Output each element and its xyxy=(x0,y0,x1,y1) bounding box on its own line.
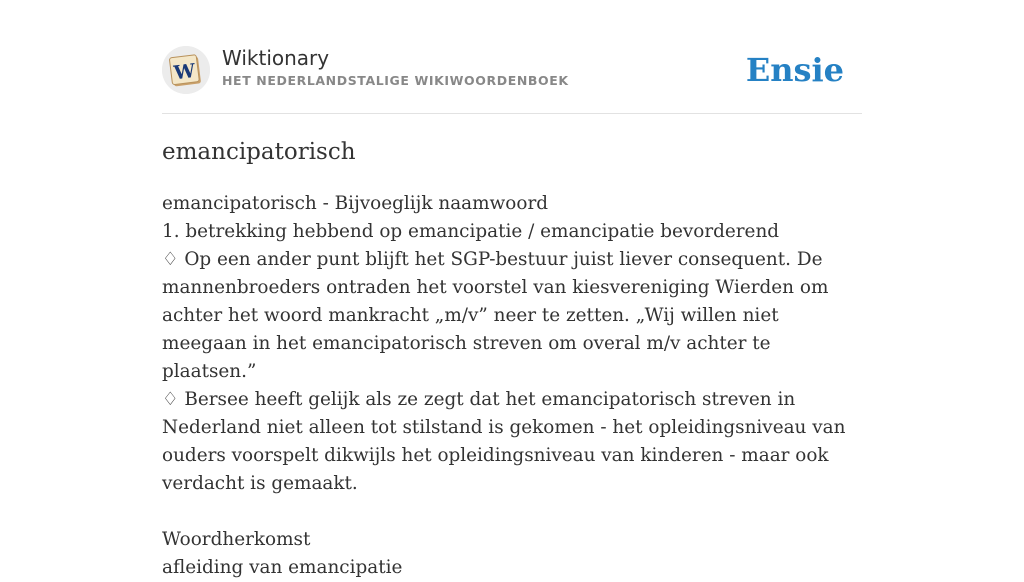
svg-text:W: W xyxy=(172,59,197,85)
part-of-speech-line: emancipatorisch - Bijvoeglijk naamwoord xyxy=(162,193,549,214)
definition: 1. betrekking hebbend op emancipatie / emancipatie bevorderend xyxy=(162,221,780,242)
example-sentence: ♢ Bersee heeft gelijk als ze zegt dat het emancipatorisch streven in Nederland niet alleen tot stilstand is gekomen - het opleidingsniveau van ouders voorspelt dikwijls het opleidingsniveau van kinderen - maar ook verdacht is gemaakt. xyxy=(162,389,846,494)
example-sentence: ♢ Op een ander punt blijft het SGP-bestuur juist liever consequent. De mannenbroeders ontraden het voorstel van kiesvereniging Wierden om achter het woord mankracht „m/v” neer te zetten. „Wij willen niet meegaan in het emancipatorisch streven om overal m/v achter te plaatsen.” xyxy=(162,249,829,382)
site-subtitle: HET NEDERLANDSTALIGE WIKIWOORDENBOEK xyxy=(222,73,569,88)
etymology-text: afleiding van emancipatie xyxy=(162,557,403,578)
site-header xyxy=(162,44,862,96)
spacer xyxy=(162,498,862,526)
header-divider xyxy=(162,113,862,114)
ensie-logo-link[interactable]: Ensie xyxy=(745,51,844,89)
wiktionary-logo-icon[interactable] xyxy=(162,46,210,94)
etymology-heading: Woordherkomst xyxy=(162,529,311,550)
entry-content xyxy=(162,190,862,582)
page-title: emancipatorisch xyxy=(162,139,356,165)
brand-block xyxy=(222,46,569,89)
site-name[interactable]: Wiktionary xyxy=(222,46,330,70)
